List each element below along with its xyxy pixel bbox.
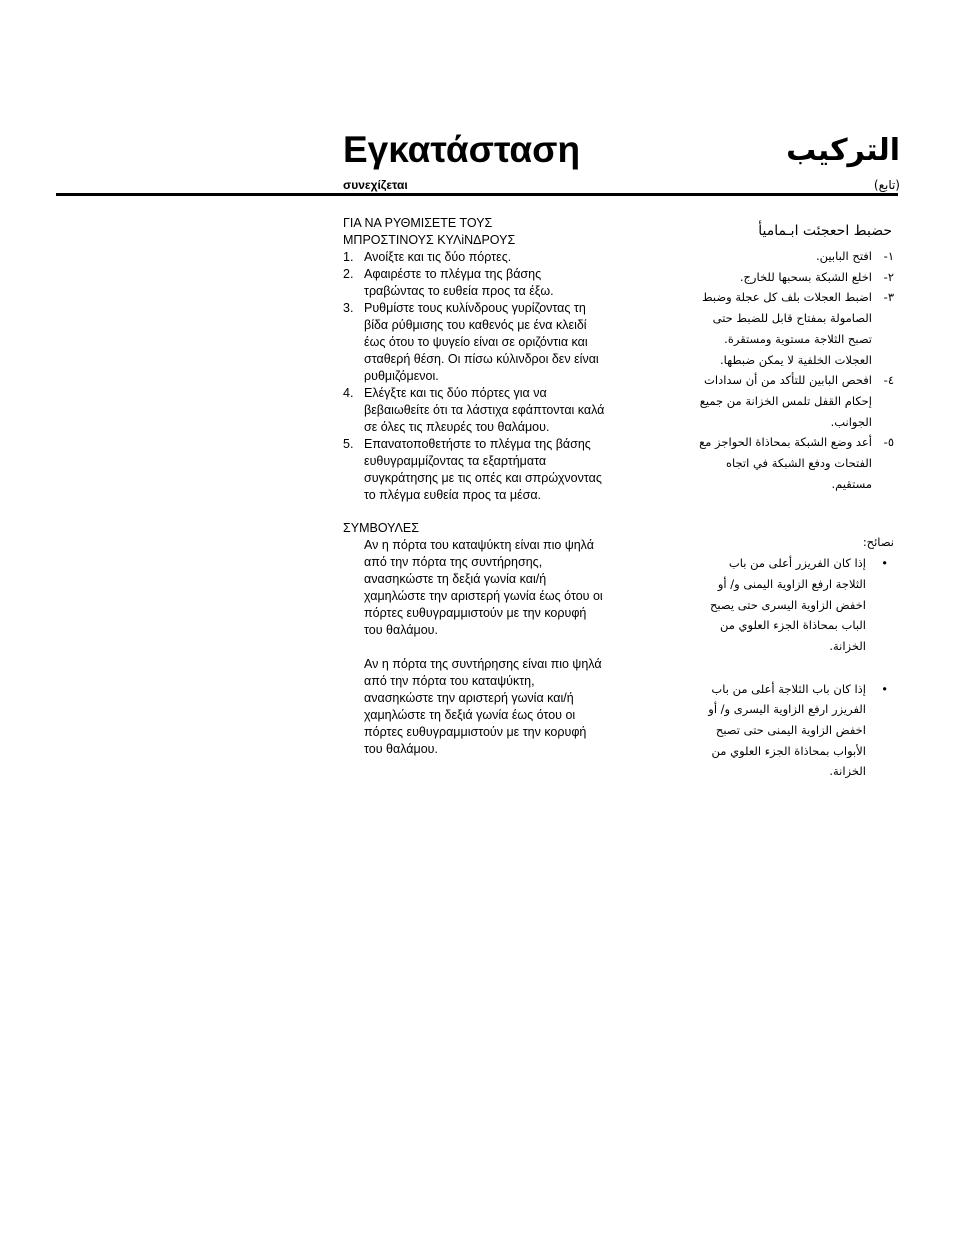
steps-list-arabic bbox=[640, 246, 894, 494]
section-heading-greek: ΓΙΑ ΝΑ ΡΥΘΜΙΣΕΤΕ ΤΟΥΣ ΜΠΡΟΣΤΙΝΟΥΣ ΚΥΛiΝΔΡΟΥΣ bbox=[343, 216, 516, 247]
tips-heading-arabic: نصائح: bbox=[862, 535, 894, 550]
steps-list-greek bbox=[343, 249, 605, 504]
page-title-arabic: التركيب bbox=[786, 133, 900, 168]
page-title-greek: Εγκατάσταση bbox=[343, 129, 581, 170]
page-subtitle-arabic: (تابع) bbox=[873, 178, 900, 192]
section-heading-arabic: حضبط احعجئت ابـماميأ bbox=[758, 223, 892, 239]
list-item: -١ افتح البابين. bbox=[816, 249, 894, 263]
header-divider bbox=[56, 193, 898, 196]
tip-paragraph: Αν η πόρτα της συντήρησης είναι πιο ψηλά από την πόρτα του καταψύκτη, ανασηκώστε την αριστερή γωνία και/ή χαμηλώστε τη δεξιά γωνία έως ότου οι πόρτες ευθυγραμμιστούν με την κορυφή του θαλάμου. bbox=[364, 657, 602, 756]
list-item: -٣ اضبط العجلات بلف كل عجلة وضبط الصامولة بمفتاح قابل للضبط حتى تصبح الثلاجة مستوية ومستقرة. العجلات الخلفية لا يمكن ضبطها. bbox=[701, 290, 894, 367]
list-item: • إذا كان الفريزر أعلى من باب الثلاجة ارفع الزاوية اليمنى و/ أو اخفض الزاوية اليسرى حتى يصبح الباب بمحاذاة الجزء العلوي من الخزانة. bbox=[706, 553, 894, 657]
list-item: 5. Επανατοποθετήστε το πλέγμα της βάσης ευθυγραμμίζοντας τα εξαρτήματα συγκράτησης με τις οπές και σπρώχνοντας το πλέγμα ευθεία προς τα μέσα. bbox=[343, 437, 602, 502]
list-item: • إذا كان باب الثلاجة أعلى من باب الفريزر ارفع الزاوية اليسرى و/ أو اخفض الزاوية اليمنى حتى تصبح الأبواب بمحاذاة الجزء العلوي من الخزانة. bbox=[706, 679, 894, 783]
bullet-icon: • bbox=[881, 556, 888, 571]
list-item: 4. Ελέγξτε και τις δύο πόρτες για να βεβαιωθείτε ότι τα λάστιχα εφάπτονται καλά σε όλες τις πλευρές του θαλάμου. bbox=[343, 386, 605, 434]
list-item: -٤ افحص البابين للتأكد من أن سدادات إحكام القفل تلمس الخزانة من جميع الجوانب. bbox=[699, 373, 894, 429]
tip-paragraph: Αν η πόρτα του καταψύκτη είναι πιο ψηλά από την πόρτα της συντήρησης, ανασηκώστε τη δεξιά γωνία και/ή χαμηλώστε την αριστερή γωνία έως ότου οι πόρτες ευθυγραμμιστούν με την κορυφή του θαλάμου. bbox=[364, 538, 603, 637]
arabic-column bbox=[640, 220, 894, 782]
tips-list-arabic bbox=[640, 553, 894, 782]
list-item: 3. Ρυθμίστε τους κυλίνδρους γυρίζοντας τη βίδα ρύθμισης του καθενός με ένα κλειδί έως ότου το ψυγείο είναι σε οριζόντια και σταθερή θέση. Οι πίσω κύλινδροι δεν είναι ρυθμιζόμενοι. bbox=[343, 301, 599, 383]
list-item: 1. Ανοίξτε και τις δύο πόρτες. bbox=[343, 250, 512, 264]
list-item: -٢ اخلع الشبكة بسحبها للخارج. bbox=[739, 269, 894, 284]
greek-column bbox=[343, 215, 605, 758]
tips-heading-greek: ΣΥΜΒΟΥΛΕΣ bbox=[343, 521, 419, 535]
bullet-icon: • bbox=[881, 681, 888, 696]
list-item: 2. Αφαιρέστε το πλέγμα της βάσης τραβώντας το ευθεία προς τα έξω. bbox=[343, 267, 554, 298]
page-subtitle-greek: συνεχίζεται bbox=[343, 178, 408, 192]
list-item: -٥ أعد وضع الشبكة بمحاذاة الحواجز مع الفتحات ودفع الشبكة في اتجاه مستقيم. bbox=[699, 435, 894, 491]
